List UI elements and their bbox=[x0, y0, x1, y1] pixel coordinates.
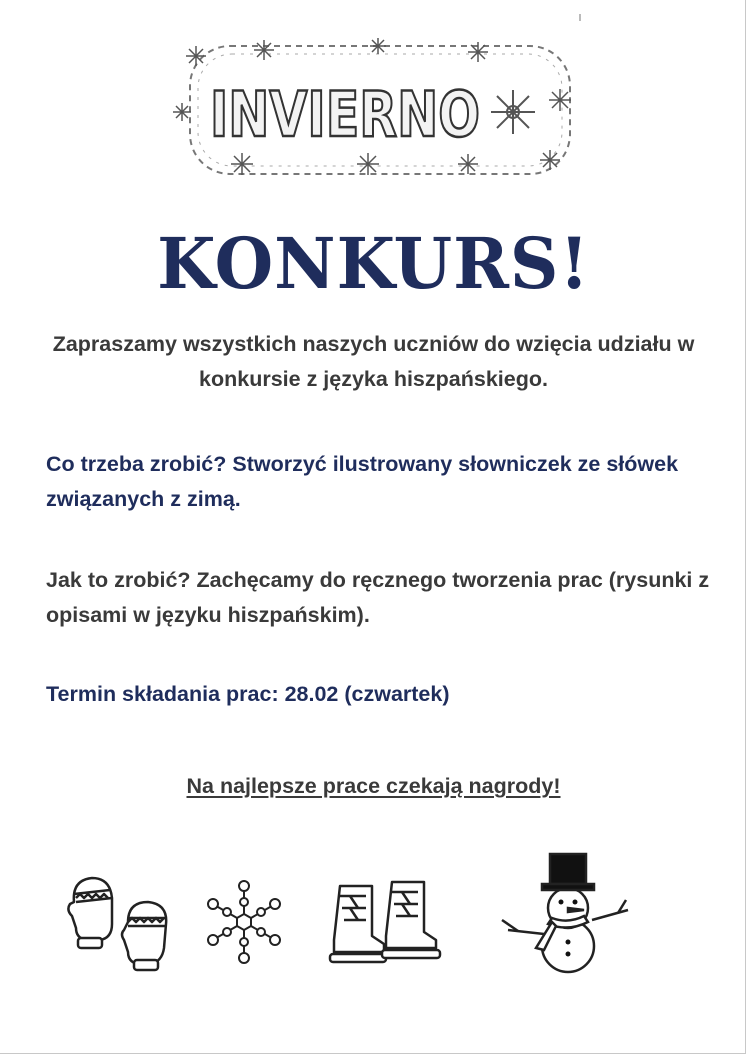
deadline-text: Termin składania prac: 28.02 (czwartek) bbox=[46, 682, 450, 706]
scan-mark bbox=[579, 14, 581, 21]
invierno-banner bbox=[168, 32, 588, 187]
page-title: KONKURS! bbox=[157, 222, 590, 305]
banner-text: INVIERNO bbox=[210, 78, 480, 151]
snowman-icon bbox=[488, 850, 654, 974]
snowflake-icon bbox=[202, 876, 286, 968]
how-to-do-text: Jak to zrobić? Zachęcamy do ręcznego tworzenia prac (rysunki z opisami w języku hiszpańskim). bbox=[46, 568, 710, 627]
intro-text: Zapraszamy wszystkich naszych uczniów do wzięcia udziału w konkursie z języka hiszpańskiego. bbox=[52, 332, 695, 391]
ice-skates-icon bbox=[326, 878, 442, 970]
mittens-icon bbox=[66, 872, 178, 972]
prize-text: Na najlepsze prace czekają nagrody! bbox=[186, 774, 561, 798]
what-to-do-text: Co trzeba zrobić? Stworzyć ilustrowany słowniczek ze słówek związanych z zimą. bbox=[46, 452, 679, 511]
